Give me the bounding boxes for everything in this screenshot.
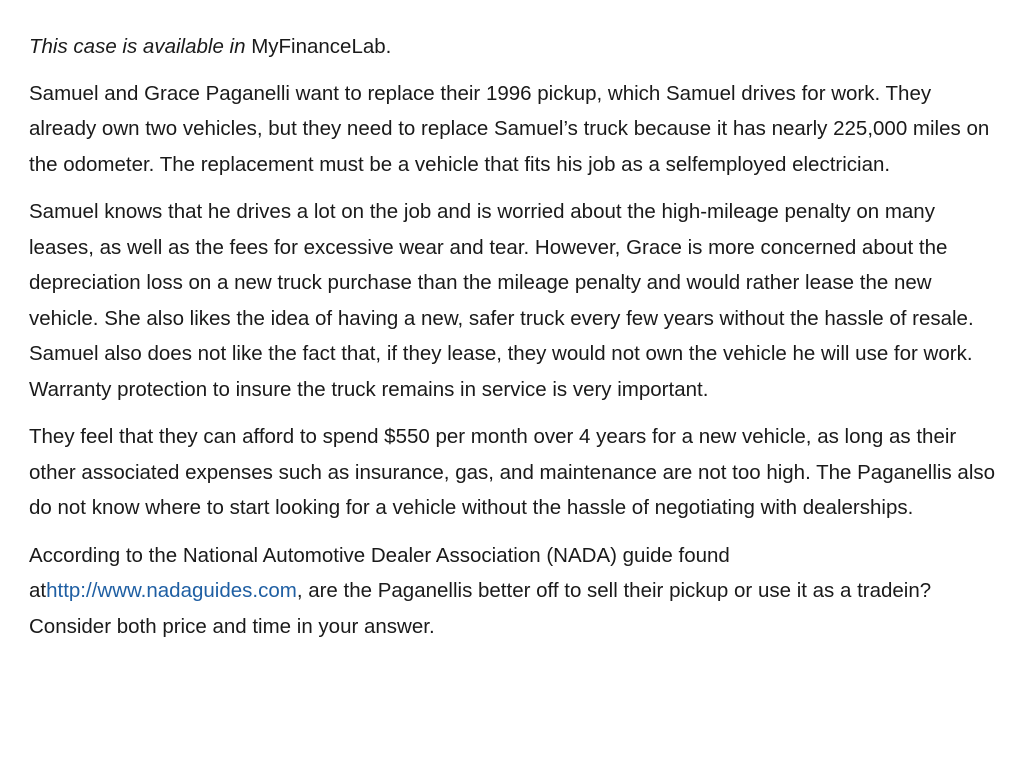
paragraph-background: Samuel and Grace Paganelli want to replace their 1996 pickup, which Samuel drives for work. They already own two vehicles, but they need to replace Samuel’s truck because it has nearly 225,000 miles on the odometer. The replacement must be a vehicle that fits his job as a selfemployed electrician.: [29, 81, 990, 176]
question-after-link: , are the Paganellis better off to sell their pickup or use it as a tradein? Consider both price and time in your answer.: [29, 579, 932, 638]
nada-guides-link[interactable]: http://www.nadaguides.com: [46, 579, 297, 602]
question-paragraph: [29, 538, 1004, 645]
case-availability-note: [29, 29, 1004, 65]
paragraph-budget: They feel that they can afford to spend $550 per month over 4 years for a new vehicle, as long as their other associated expenses such as insurance, gas, and maintenance are not too high. The Paganellis also do not know where to start looking for a vehicle without the hassle of negotiating with dealerships.: [29, 425, 996, 519]
paragraph-concerns: Samuel knows that he drives a lot on the job and is worried about the high-mileage penalty on many leases, as well as the fees for excessive wear and tear. However, Grace is more concerned about the depreciation loss on a new truck purchase than the mileage penalty and would rather lease the new vehicle. She also likes the idea of having a new, safer truck every few years without the hassle of resale. Samuel also does not like the fact that, if they lease, they would not own the vehicle he will use for work. Warranty protection to insure the truck remains in service is very important.: [29, 200, 974, 401]
case-study-content: [29, 29, 1004, 656]
availability-italic-text: This case is available in: [29, 35, 246, 58]
question-before-link: According to the National Automotive Dealer Association (NADA) guide found at: [29, 543, 730, 602]
product-name: MyFinanceLab.: [251, 35, 392, 58]
